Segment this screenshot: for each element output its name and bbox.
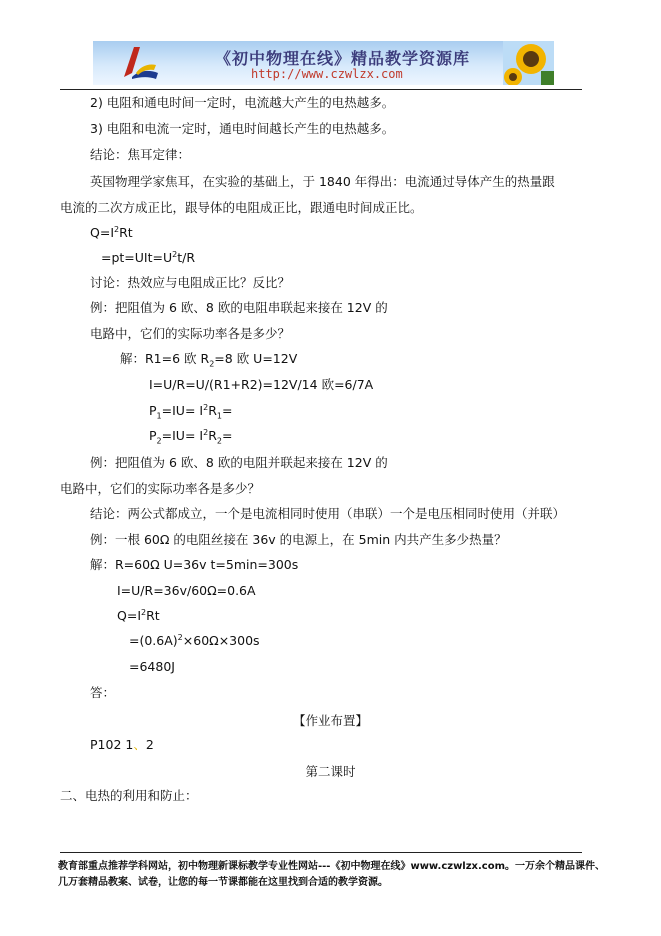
formula-line: $Q=I^2Rt$ — [117, 607, 160, 623]
text-line: 例：把阻值为 6 欧、8 欧的电阻并联起来接在 12V 的 — [90, 455, 388, 470]
solution-line: 解：R=60Ω U=36v t=5min=300s — [90, 557, 299, 572]
text-line: 2) 电阻和通电时间一定时，电流越大产生的电热越多。 — [90, 95, 395, 110]
text-line: 结论：两公式都成立，一个是电流相同时使用（串联）一个是电压相同时使用（并联） — [90, 506, 566, 521]
text-line: 答： — [90, 685, 116, 700]
text-line: 英国物理学家焦耳，在实验的基础上，于 1840 年得出：电流通过导体产生的热量跟 — [90, 174, 555, 189]
formula-line: $Q=I^2Rt$ — [90, 224, 133, 240]
header-banner — [93, 41, 554, 85]
text-line: 结论：焦耳定律： — [90, 147, 191, 162]
footer-text: 教育部重点推荐学科网站，初中物理新课标教学专业性网站---《初中物理在线》www.czwlzx.com。一万余个精品课件、 — [58, 861, 606, 872]
text-line: 讨论：热效应与电阻成正比？反比？ — [90, 275, 291, 290]
footer-divider — [60, 852, 582, 853]
footer-text: 几万套精品教案、试卷，让您的每一节课都能在这里找到合适的教学资源。 — [58, 877, 388, 888]
solution-line: $P_1=IU= I^2R_1=$ — [149, 402, 233, 421]
formula-line: $=(0.6A)^2\times 60\Omega\times 300s$ — [129, 632, 260, 648]
solution-line: I=U/R=36v/60Ω=0.6A — [117, 583, 256, 598]
solution-line: =6480J — [129, 659, 175, 674]
section-heading: 【作业布置】 — [292, 713, 368, 728]
logo-icon — [118, 43, 162, 83]
solution-line: $P_2=IU= I^2R_2=$ — [149, 427, 233, 446]
formula-line: $=pt=UIt=U^2t/R$ — [101, 249, 196, 265]
banner-title: 《初中物理在线》精品教学资源库 — [215, 49, 471, 68]
text-line: 例：一根 60Ω 的电阻丝接在 36v 的电源上，在 5min 内共产生多少热量？ — [90, 532, 507, 547]
text-line: 3) 电阻和电流一定时，通电时间越长产生的电热越多。 — [90, 121, 395, 136]
text-line: 电路中，它们的实际功率各是多少？ — [60, 481, 261, 496]
text-line: 二、电热的利用和防止： — [60, 788, 198, 803]
header-divider — [60, 89, 582, 90]
text-line: 电流的二次方成正比，跟导体的电阻成正比，跟通电时间成正比。 — [60, 200, 423, 215]
lesson-heading: 第二课时 — [305, 764, 356, 779]
sunflower-image — [503, 41, 554, 85]
banner-url: http://www.czwlzx.com — [251, 67, 403, 81]
text-line: 例：把阻值为 6 欧、8 欧的电阻串联起来接在 12V 的 — [90, 300, 388, 315]
solution-line: 解：R1=6 欧 $R_2=8$ 欧 U=12V — [120, 351, 298, 369]
text-line: P102 1、2 — [90, 737, 154, 752]
text-line: 电路中，它们的实际功率各是多少？ — [90, 326, 291, 341]
solution-line: I=U/R=U/(R1+R2)=12V/14 欧=6/7A — [149, 377, 374, 392]
